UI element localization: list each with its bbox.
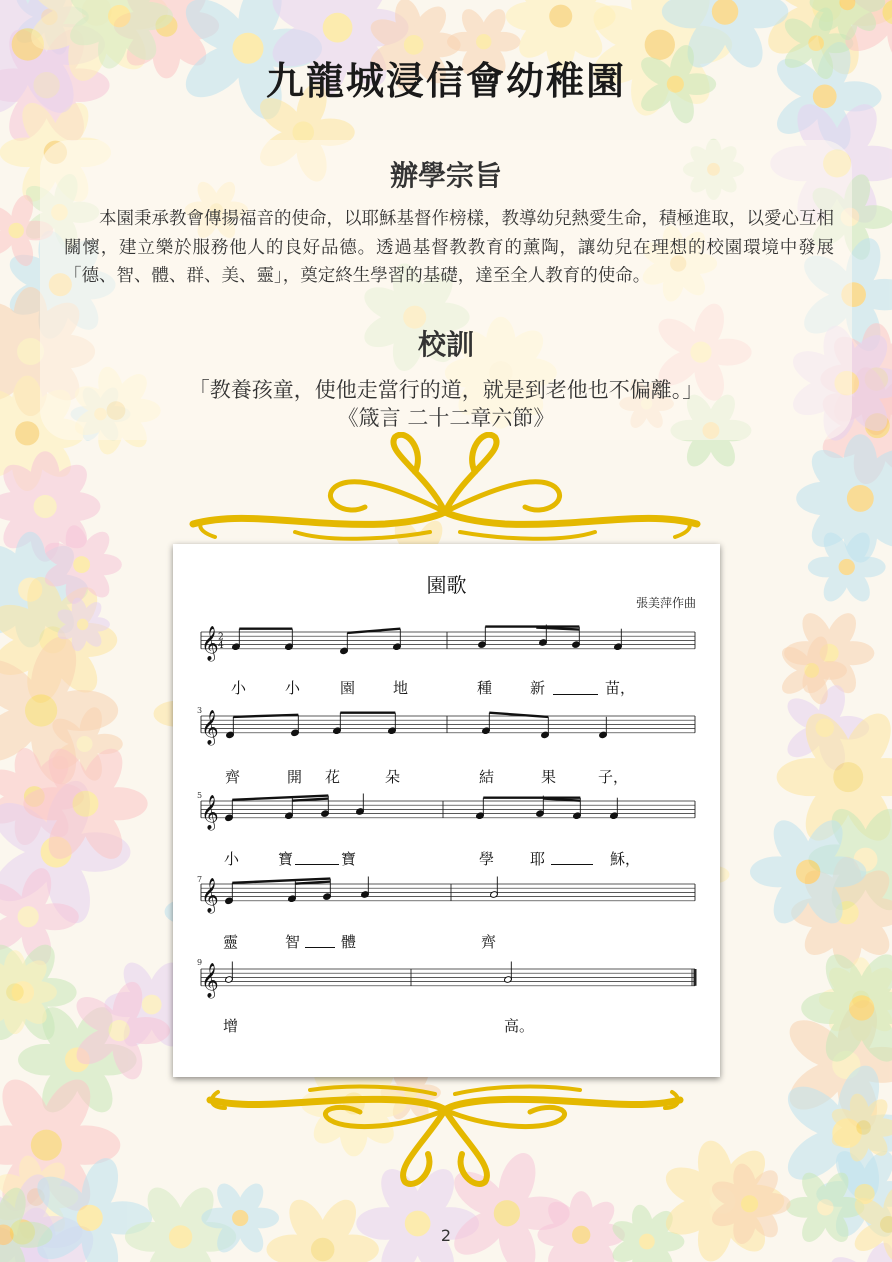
treble-clef: 𝄞 [201,794,219,830]
lyric: 寶 [341,850,357,868]
lyric: 靈 [223,933,239,951]
bottom-gold-ornament [200,1082,690,1190]
motto-heading: 校訓 [417,328,474,361]
lyric: 高。 [504,1017,535,1035]
lyric: 種 [477,679,493,697]
mission-heading: 辦學宗旨 [389,159,502,192]
treble-clef: 𝄞 [201,962,219,998]
treble-clef: 𝄞 [201,877,219,913]
lyric: 智 [285,933,301,951]
measure-number: 7 [197,875,203,884]
lyric: 寶 [278,850,294,868]
lyric: 小 [231,679,247,697]
lyric: 朵 [385,768,401,786]
mission-paragraph: 本園秉承教會傳揚福音的使命，以耶穌基督作榜樣，教導幼兒熱愛生命，積極進取，以愛心互相關懷，建立樂於服務他人的良好品德。透過基督教教育的薰陶，讓幼兒在理想的校園環境中發展「德、智、體、群、美、靈」，奠定終生學習的基礎，達至全人教育的使命。 [64,209,834,286]
song-title: 園歌 [426,573,467,597]
lyric: 開 [287,768,303,786]
measure-number: 3 [197,706,203,715]
motto-quote: 「教養孩童，使他走當行的道，就是到老他也不偏離。」 [188,378,704,402]
song-sheet [173,544,720,1077]
note-beam-16th [536,628,579,630]
lyric: 果 [541,768,557,786]
lyric: 新 [530,679,546,697]
lyric: 地 [393,679,409,697]
lyric: 苗， [605,679,636,697]
page-title: 九龍城浸信會幼稚園 [265,59,626,103]
lyric: 耶 [530,850,546,868]
time-signature: 4 [218,640,224,651]
treble-clef: 𝄞 [201,709,219,745]
melisma-line [551,864,593,865]
lyric: 結 [479,768,495,786]
melisma-line [295,864,339,865]
top-gold-ornament [185,432,705,550]
lyric: 齊 [481,933,497,951]
motto-source: 《箴言 二十二章六節》 [337,406,555,430]
music-score [173,544,720,1077]
melisma-line [553,694,598,695]
note-beam-16th [543,799,580,801]
lyric: 園 [340,679,356,697]
lyric: 小 [285,679,301,697]
lyric: 學 [479,850,495,868]
page-number: 2 [440,1226,452,1245]
song-composer: 張美萍作曲 [635,596,696,610]
note-beam [233,715,298,717]
lyric: 穌， [610,850,641,868]
lyric: 增 [223,1017,239,1035]
note-beam-16th [295,882,330,884]
measure-number: 9 [197,958,203,967]
note-beam-16th [292,799,328,801]
treble-clef: 𝄞 [201,625,219,661]
lyric: 子， [598,768,629,786]
lyric: 齊 [225,768,241,786]
lyric: 小 [224,850,240,868]
melisma-line [305,947,335,948]
time-signature: 2 [218,632,224,643]
lyric: 花 [325,768,341,786]
lyric: 體 [341,933,357,951]
measure-number: 5 [197,791,203,800]
